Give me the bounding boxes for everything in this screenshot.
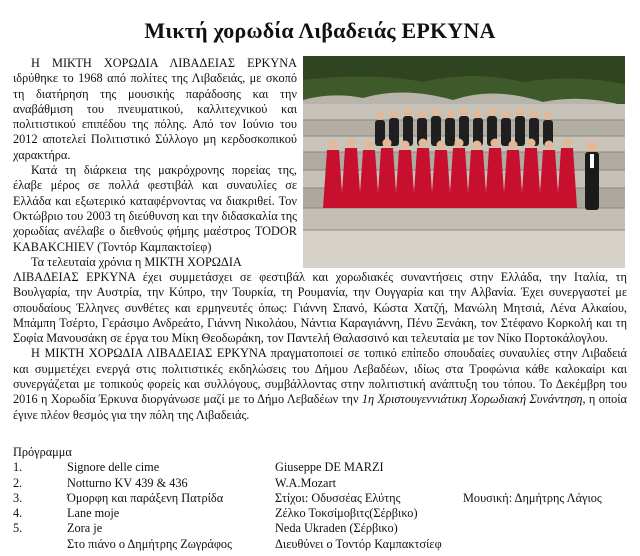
local-activity-text: Η ΜΙΚΤΗ ΧΟΡΩΔΙΑ ΛΙΒΑΔΕΙΑΣ ΕΡΚΥΝΑ πραγματοποιεί σε τοπικό επίπεδο σπουδαίες συναυλίες στην Λιβαδειά και συμμετέχει ενεργά στις πολιτιστικές εκδηλώσεις του Δήμου Λεβαδέων, ιδίως στα Τροφώνια κάθε καλοκαίρι και συνεργάζεται με τοπικούς φορείς και συλλόγους, συμβάλλοντας στην πολιτιστική ανάπτυξη του τόπου. Το Δεκέμβρη του 2016 η Χορωδία Έρκυνα διοργάνωσε μαζί με το Δήμο Λεβαδέων την xyxy=(13,346,627,407)
intro-paragraph-recent-start: Τα τελευταία χρόνια η ΜΙΚΤΗ ΧΟΡΩΔΙΑ xyxy=(31,254,242,269)
program-item-title: Zora je xyxy=(67,521,103,536)
intro-paragraph-history: Κατά τη διάρκεια της μακρόχρονης πορείας της, έλαβε μέρος σε πολλά φεστιβάλ και συναυλίες σε Ελλάδα και εξωτερικό καταφέρνοντας να διακριθεί. Τον Οκτώβριο του 2003 τη διεύθυνση και την διδασκαλία της χορωδίας ανέλαβε ο διεθνούς φήμης μαέστρος TODOR KABAKCHIEV (Τοντόρ Καμπακτσίεφ) xyxy=(13,163,297,254)
program-item-composer: Giuseppe DE MARZI xyxy=(275,460,384,475)
program-item-title: Lane moje xyxy=(67,506,120,521)
pianist-credit: Στο πιάνο ο Δημήτρης Ζωγράφος xyxy=(67,536,232,551)
body-text xyxy=(13,270,627,423)
paragraph-collaborations: ΛΙΒΑΔΕΙΑΣ ΕΡΚΥΝΑ έχει συμμετάσχει σε φεστιβάλ και χορωδιακές συναντήσεις στην Ελλάδα, την Ιταλία, τη Βουλγαρία, την Αυστρία, την Κύπρο, την Τουρκία, τη Ρουμανία, την Ουγγαρία και την Αλβανία. Έχει συνεργαστεί με σπουδαίους Έλληνες συνθέτες και ερμηνευτές όπως: Γιάννη Σπανό, Κώστα Χατζή, Μανώλη Μητσιά, Λένα Αλκαίου, Μπάμπη Τσέρτο, Γεράσιμο Ανδρεάτο, Γιάννη Νικολάου, Νάντια Καραγιάννη, Πένυ Ξενάκη, τον Στέφανο Κορκολή και τη Σοφία Μανουσάκη σε έργα του Μίκη Θεοδωράκη, τον Παντελή Θαλασσινό και τελευταία με τον Νίκο Πορτοκάλογλου. xyxy=(13,270,627,346)
conductor-credit: Διευθύνει ο Τοντόρ Καμπακτσίεφ xyxy=(275,536,442,551)
program-item-number: 1. xyxy=(13,460,23,475)
program-item-composer: Ζέλκο Τοκσίμοβιτς(Σέρβικο) xyxy=(275,506,418,521)
program-item-composer: W.A.Mozart xyxy=(275,475,337,490)
intro-paragraph-founding: Η ΜΙΚΤΗ ΧΟΡΩΔΙΑ ΛΙΒΑΔΕΙΑΣ ΕΡΚΥΝΑ ιδρύθηκε το 1968 από πολίτες της Λιβαδειάς, με σκοπό τη διατήρηση της μουσικής παράδοσης και την αναβάθμιση του πνευματικού, καλλιτεχνικού και πολιτιστικού επιπέδου της πόλης. Από τον Ιούνιο του 2012 αποτελεί Πολιτιστικό Σύλλογο μη κερδοσκοπικού χαρακτήρα. xyxy=(13,56,297,162)
program-item-music: Μουσική: Δημήτρης Λάγιος xyxy=(463,490,602,505)
program-item-number: 3. xyxy=(13,490,23,505)
program-heading: Πρόγραμμα xyxy=(13,445,72,459)
program-item-number: 2. xyxy=(13,475,23,490)
christmas-meeting-title: 1η Χριστουγεννιάτικη Χορωδιακή Συνάντηση xyxy=(361,392,583,407)
program-item-lyrics: Στίχοι: Οδυσσέας Ελύτης xyxy=(275,490,401,505)
page-title: Μικτή χορωδία Λιβαδειάς ΕΡΚΥΝΑ xyxy=(144,18,496,43)
program-item-title: Όμορφη και παράξενη Πατρίδα xyxy=(67,490,224,505)
local-activity-end: , η οποία έγινε πλέον θεσμός για την πόλη της Λιβαδειάς. xyxy=(13,392,627,422)
program-item-number: 4. xyxy=(13,506,23,521)
choir-photo-illustration xyxy=(303,56,625,268)
program-item-number: 5. xyxy=(13,521,23,536)
choir-photo xyxy=(303,56,625,268)
paragraph-local-activity xyxy=(13,346,627,422)
program-item-title: Notturno KV 439 & 436 xyxy=(67,475,188,490)
program-item-title: Signore delle cime xyxy=(67,460,160,475)
intro-text xyxy=(13,56,297,270)
program-item-composer: Neda Ukraden (Σέρβικο) xyxy=(275,521,398,536)
